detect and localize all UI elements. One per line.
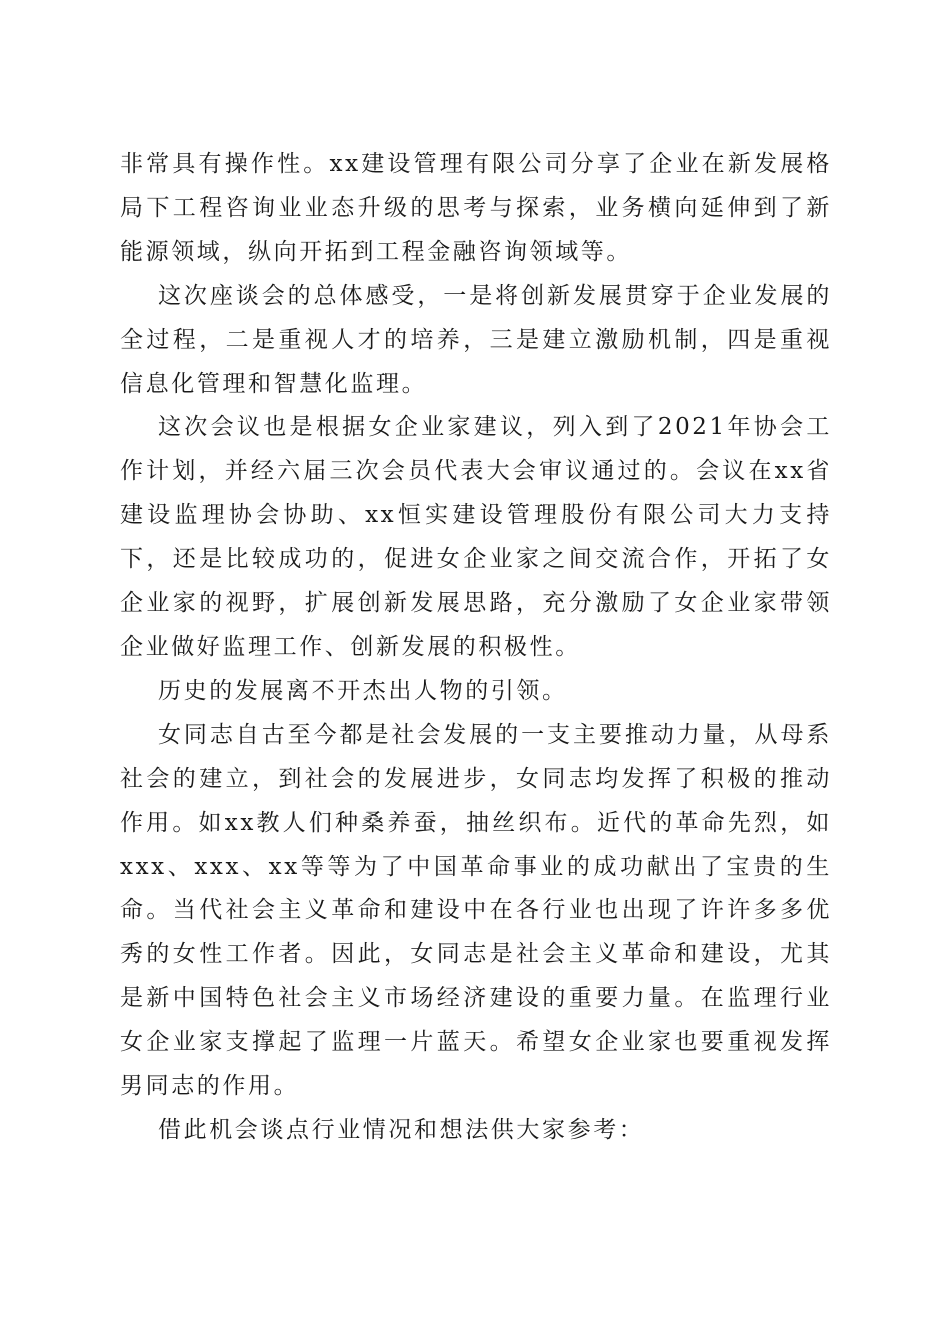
paragraph-3: 这次会议也是根据女企业家建议，列入到了2021年协会工作计划，并经六届三次会员代表大会审议通过的。会议在xx省建设监理协会协助、xx恒实建设管理股份有限公司大力支持下，还是比较成功的，促进女企业家之间交流合作，开拓了女企业家的视野，扩展创新发展思路，充分激励了女企业家带领企业做好监理工作、创新发展的积极性。	[120, 414, 832, 660]
document-body	[120, 143, 832, 1153]
paragraph-4: 历史的发展离不开杰出人物的引领。	[158, 677, 568, 704]
paragraph-5: 女同志自古至今都是社会发展的一支主要推动力量，从母系社会的建立，到社会的发展进步，女同志均发挥了积极的推动作用。如xx教人们种桑养蚕，抽丝织布。近代的革命先烈，如xxx、xxx、xx等等为了中国革命事业的成功献出了宝贵的生命。当代社会主义革命和建设中在各行业也出现了许许多多优秀的女性工作者。因此，女同志是社会主义革命和建设，尤其是新中国特色社会主义市场经济建设的重要力量。在监理行业女企业家支撑起了监理一片蓝天。希望女企业家也要重视发挥男同志的作用。	[120, 721, 832, 1100]
paragraph-2: 这次座谈会的总体感受，一是将创新发展贯穿于企业发展的全过程，二是重视人才的培养，三是建立激励机制，四是重视信息化管理和智慧化监理。	[120, 282, 832, 397]
paragraph-6: 借此机会谈点行业情况和想法供大家参考：	[158, 1116, 645, 1143]
paragraph-1: 非常具有操作性。xx建设管理有限公司分享了企业在新发展格局下工程咨询业业态升级的思考与探索，业务横向延伸到了新能源领域，纵向开拓到工程金融咨询领域等。	[120, 151, 832, 265]
